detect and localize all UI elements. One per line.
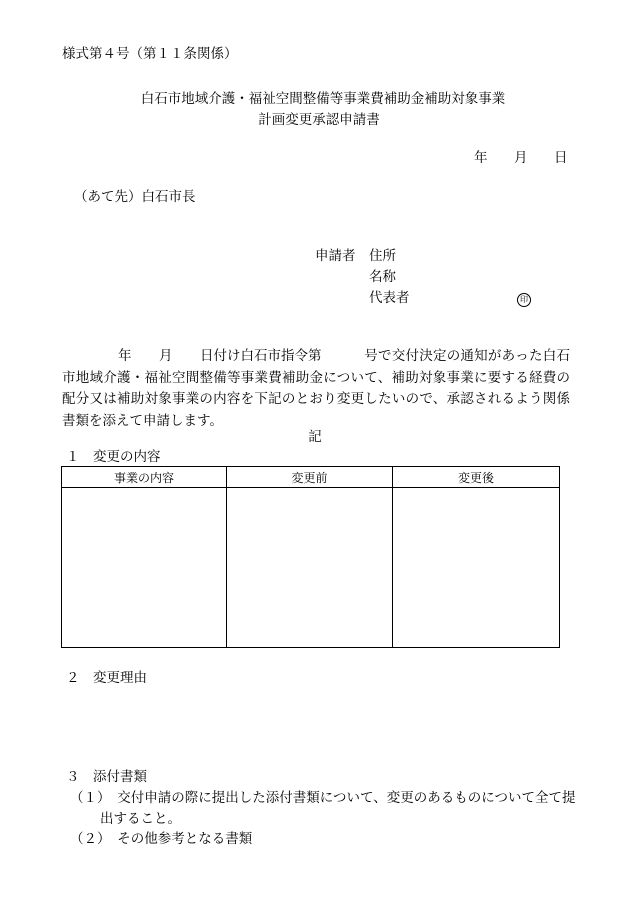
address-label: 住所: [369, 248, 396, 264]
seal-mark: [517, 292, 531, 307]
section3-title: ３ 添付書類: [66, 769, 147, 785]
body-day-text: 日付け白石市指令第: [200, 348, 322, 364]
attachment-item-2: （２） その他参考となる書類: [70, 831, 253, 847]
request-text: 号で交付決定の通知があった白石市地域介護・福祉空間整備等事業費補助金について、補助対象事業に要する経費の配分又は補助対象事業の内容を下記のとおり変更したいので、承認されるよう関係書類を添えて申請します。: [62, 348, 570, 429]
column-header-before: 変更前: [227, 467, 393, 488]
document-title-line2: 計画変更承認申請書: [258, 112, 380, 128]
cell-before[interactable]: [227, 488, 393, 648]
date-month: 月: [514, 150, 528, 166]
addressee: （あて先）白石市長: [74, 189, 196, 205]
table-header-row: [62, 467, 560, 488]
cell-content[interactable]: [62, 488, 227, 648]
body-month: 月: [159, 348, 173, 364]
cell-after[interactable]: [393, 488, 560, 648]
representative-label: 代表者: [369, 290, 410, 306]
column-header-content: 事業の内容: [62, 467, 227, 488]
request-paragraph: [62, 346, 570, 432]
seal-icon: 印: [517, 293, 531, 307]
date-day: 日: [554, 150, 568, 166]
date-year: 年: [474, 150, 488, 166]
name-label: 名称: [369, 269, 396, 285]
document-title-line1: 白石市地域介護・福祉空間整備等事業費補助金補助対象事業: [140, 91, 506, 107]
column-header-after: 変更後: [393, 467, 560, 488]
table-row: [62, 488, 560, 648]
changes-table: [61, 466, 560, 648]
applicant-label: 申請者: [315, 248, 356, 264]
form-number: 様式第４号（第１１条関係）: [62, 46, 238, 62]
section1-title: １ 変更の内容: [66, 449, 161, 465]
section2-title: ２ 変更理由: [66, 670, 147, 686]
body-year: 年: [118, 348, 132, 364]
ki-heading: 記: [308, 429, 322, 445]
attachment-item-1: （１） 交付申請の際に提出した添付書類について、変更のあるものについて全て提出すること。: [70, 790, 576, 827]
